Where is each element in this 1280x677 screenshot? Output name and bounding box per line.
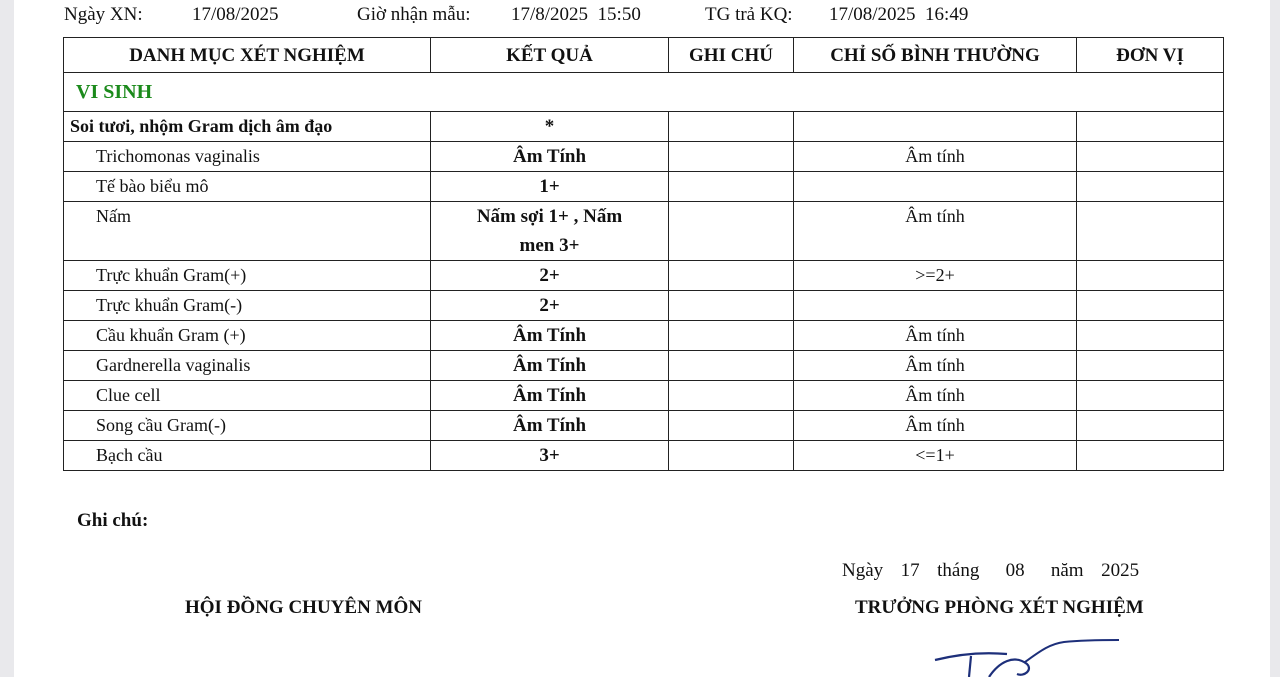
handwritten-signature xyxy=(929,632,1129,677)
table-row xyxy=(64,441,1224,471)
col-normal-range: CHỈ SỐ BÌNH THƯỜNG xyxy=(794,38,1077,73)
test-name: Bạch cầu xyxy=(64,441,431,471)
test-result: 3+ xyxy=(431,441,669,471)
test-date-label: Ngày XN: xyxy=(64,4,143,25)
table-row xyxy=(64,291,1224,321)
normal-range: <=1+ xyxy=(794,441,1077,471)
normal-range xyxy=(794,172,1077,202)
normal-range: Âm tính xyxy=(794,381,1077,411)
note-label: Ghi chú: xyxy=(77,510,149,531)
test-name: Gardnerella vaginalis xyxy=(64,351,431,381)
test-name: Clue cell xyxy=(64,381,431,411)
col-result: KẾT QUẢ xyxy=(431,38,669,73)
normal-range: Âm tính xyxy=(794,142,1077,172)
table-row xyxy=(64,381,1224,411)
table-row xyxy=(64,202,1224,261)
normal-range: >=2+ xyxy=(794,261,1077,291)
table-row xyxy=(64,411,1224,441)
sample-received-label: Giờ nhận mẫu: xyxy=(357,4,471,25)
normal-range: Âm tính xyxy=(794,202,1077,261)
table-row xyxy=(64,351,1224,381)
council-label: HỘI ĐỒNG CHUYÊN MÔN xyxy=(185,597,422,618)
table-row xyxy=(64,321,1224,351)
results-table xyxy=(63,37,1224,471)
test-name: Trực khuẩn Gram(-) xyxy=(64,291,431,321)
test-name: Trichomonas vaginalis xyxy=(64,142,431,172)
section-title: VI SINH xyxy=(64,73,1224,112)
test-name: Trực khuẩn Gram(+) xyxy=(64,261,431,291)
table-row xyxy=(64,172,1224,202)
table-row xyxy=(64,261,1224,291)
normal-range: Âm tính xyxy=(794,411,1077,441)
test-result: Âm Tính xyxy=(431,411,669,441)
report-page xyxy=(14,0,1270,677)
test-result: Nấm sợi 1+ , Nấm men 3+ xyxy=(431,202,669,261)
col-unit: ĐƠN VỊ xyxy=(1077,38,1224,73)
normal-range xyxy=(794,291,1077,321)
signature-date: Ngày 17 tháng 08 năm 2025 xyxy=(842,560,1140,581)
normal-range: Âm tính xyxy=(794,351,1077,381)
test-date-value: 17/08/2025 xyxy=(192,4,279,25)
test-name: Tế bào biểu mô xyxy=(64,172,431,202)
test-result: 2+ xyxy=(431,291,669,321)
lab-head-label: TRƯỞNG PHÒNG XÉT NGHIỆM xyxy=(855,597,1144,618)
test-result: 1+ xyxy=(431,172,669,202)
test-result: Âm Tính xyxy=(431,142,669,172)
test-result: Âm Tính xyxy=(431,381,669,411)
test-name: Nấm xyxy=(64,202,431,261)
test-result: Âm Tính xyxy=(431,351,669,381)
group-result: * xyxy=(431,112,669,142)
table-header-row xyxy=(64,38,1224,73)
col-note: GHI CHÚ xyxy=(669,38,794,73)
group-row xyxy=(64,112,1224,142)
col-test-name: DANH MỤC XÉT NGHIỆM xyxy=(64,38,431,73)
test-name: Song cầu Gram(-) xyxy=(64,411,431,441)
test-result: Âm Tính xyxy=(431,321,669,351)
result-return-value: 17/08/2025 16:49 xyxy=(829,4,969,25)
test-result: 2+ xyxy=(431,261,669,291)
test-name: Cầu khuẩn Gram (+) xyxy=(64,321,431,351)
sample-received-value: 17/8/2025 15:50 xyxy=(511,4,641,25)
result-return-label: TG trả KQ: xyxy=(705,4,793,25)
section-row xyxy=(64,73,1224,112)
table-row xyxy=(64,142,1224,172)
normal-range: Âm tính xyxy=(794,321,1077,351)
group-name: Soi tươi, nhộm Gram dịch âm đạo xyxy=(64,112,431,142)
